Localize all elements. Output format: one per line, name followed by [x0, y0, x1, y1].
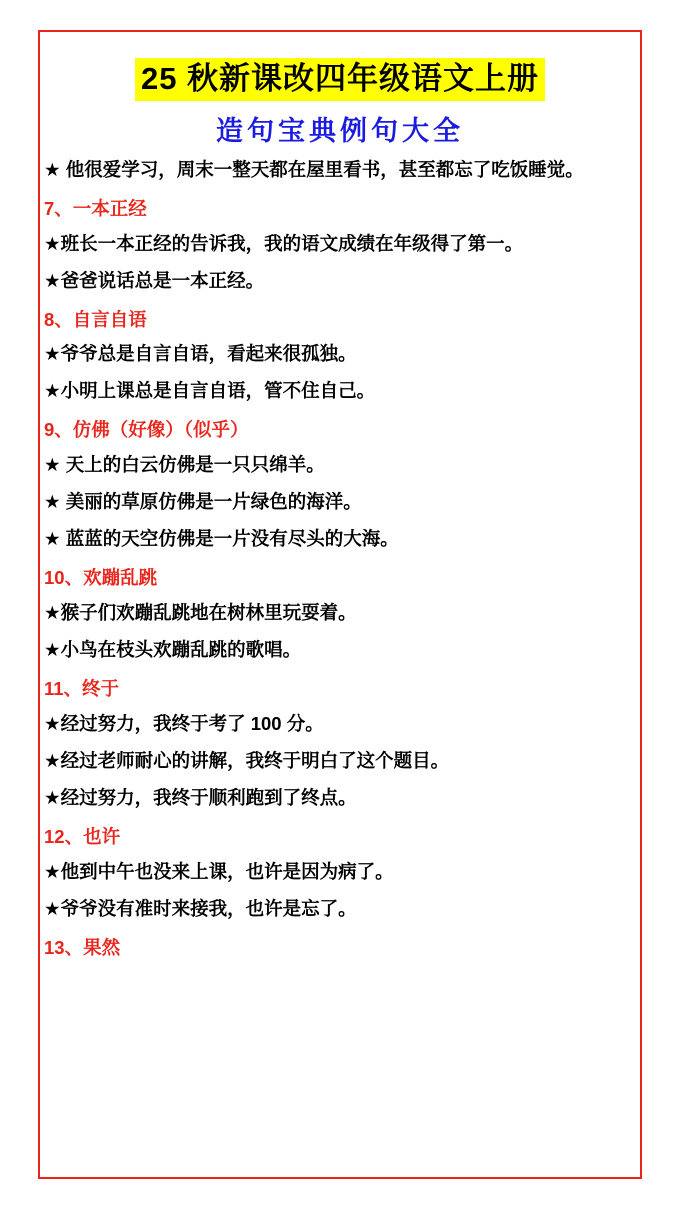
entry-block [44, 565, 636, 665]
entry-block [44, 935, 636, 961]
entry-heading: 13、果然 [44, 936, 121, 958]
example-sentence: ★ 天上的白云仿佛是一只只绵羊。 [44, 454, 325, 476]
example-sentence: ★ 蓝蓝的天空仿佛是一片没有尽头的大海。 [44, 528, 399, 550]
entry-list [44, 155, 636, 961]
page-subtitle: 造句宝典例句大全 [216, 115, 464, 146]
entry-block [44, 417, 636, 554]
title-block [44, 58, 636, 101]
entry-heading: 11、终于 [44, 678, 120, 699]
entry-heading: 12、也许 [44, 825, 121, 847]
example-sentence: ★ 他很爱学习，周末一整天都在屋里看书，甚至都忘了吃饭睡觉。 [44, 158, 584, 180]
example-sentence: ★小鸟在枝头欢蹦乱跳的歌唱。 [44, 639, 302, 661]
entry-heading: 8、自言自语 [44, 308, 147, 330]
example-sentence: ★爷爷总是自言自语，看起来很孤独。 [44, 343, 357, 365]
entry-block [44, 676, 636, 813]
entry-block [44, 155, 636, 185]
entry-block [44, 196, 636, 296]
page-title: 25 秋新课改四年级语文上册 [135, 58, 545, 101]
example-sentence: ★经过努力，我终于考了 100 分。 [44, 712, 324, 734]
example-sentence: ★他到中午也没来上课，也许是因为病了。 [44, 860, 394, 882]
entry-heading: 7、一本正经 [44, 197, 147, 219]
example-sentence: ★经过老师耐心的讲解，我终于明白了这个题目。 [44, 749, 450, 771]
document-content [22, 58, 658, 961]
entry-heading: 9、仿佛（好像）（似乎） [44, 419, 249, 441]
example-sentence: ★小明上课总是自言自语，管不住自己。 [44, 380, 376, 402]
example-sentence: ★猴子们欢蹦乱跳地在树林里玩耍着。 [44, 602, 357, 624]
example-sentence: ★班长一本正经的告诉我，我的语文成绩在年级得了第一。 [44, 232, 524, 254]
example-sentence: ★ 美丽的草原仿佛是一片绿色的海洋。 [44, 491, 362, 513]
example-sentence: ★爸爸说话总是一本正经。 [44, 269, 265, 291]
entry-block [44, 824, 636, 924]
example-sentence: ★经过努力，我终于顺利跑到了终点。 [44, 786, 357, 808]
entry-block [44, 307, 636, 407]
entry-heading: 10、欢蹦乱跳 [44, 567, 158, 589]
example-sentence: ★爷爷没有准时来接我，也许是忘了。 [44, 897, 357, 919]
